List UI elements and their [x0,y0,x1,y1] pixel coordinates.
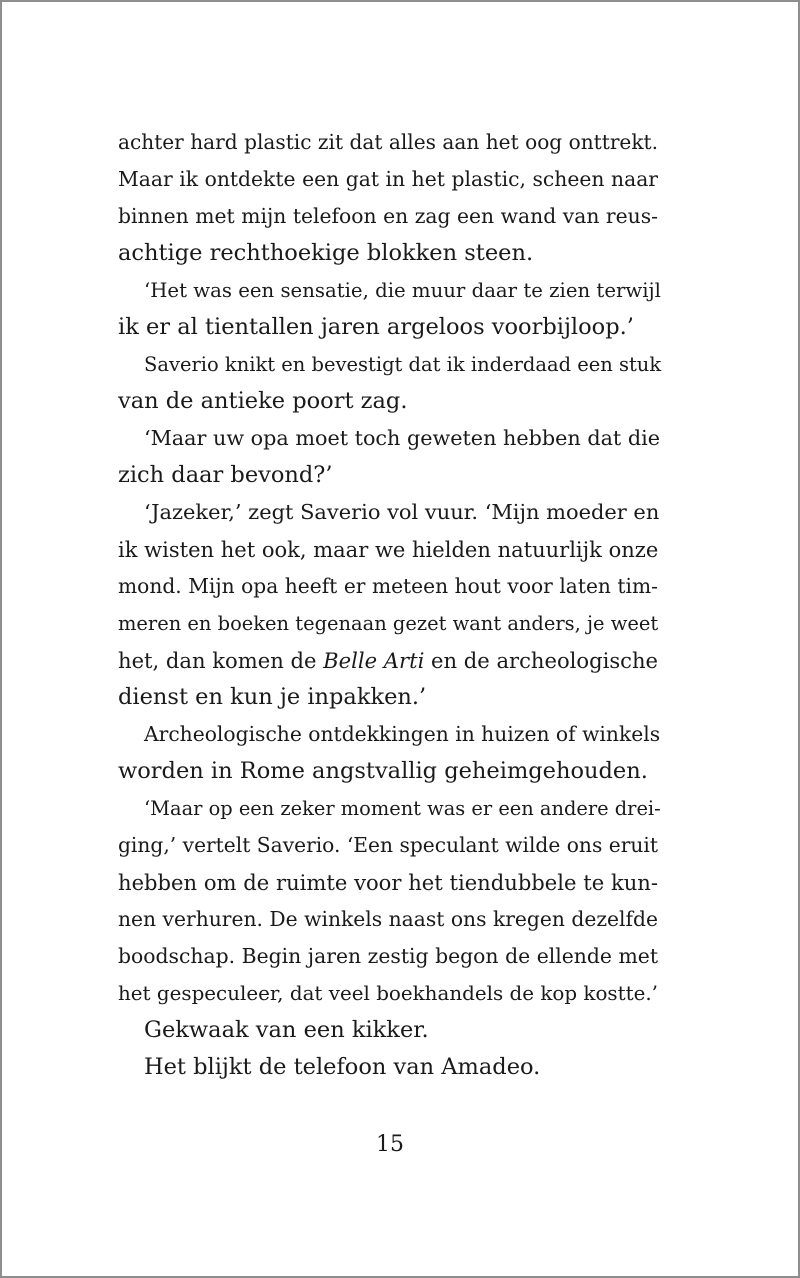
text-line: Archeologische ontdekkingen in huizen of winkels [144,722,661,746]
text-line: van de antieke poort zag. [118,388,408,414]
text-line: meren en boeken tegenaan gezet want anders, je weet [118,612,659,635]
text-line: achtige rechthoekige blokken steen. [118,240,534,266]
text-line: Het blijkt de telefoon van Amadeo. [144,1054,541,1080]
italic-term: Belle Arti [323,648,425,673]
text-line: het gespeculeer, dat veel boekhandels de kop kostte.’ [118,982,658,1005]
text-line: hebben om de ruimte voor het tiendubbele te kun- [118,870,658,895]
text-line: Saverio knikt en bevestigt dat ik inderdaad een stuk [144,353,662,376]
text-segment: het, dan komen de [118,648,317,673]
text-line: Maar ik ontdekte een gat in het plastic, scheen naar [118,167,658,191]
text-line: ‘Maar op een zeker moment was er een andere drei- [144,797,661,820]
text-line: ik wisten het ook, maar we hielden natuurlijk onze [118,537,659,562]
text-line: ‘Maar uw opa moet toch geweten hebben dat die [144,426,660,450]
text-line: binnen met mijn telefoon en zag een wand van reus- [118,204,658,228]
text-line: nen verhuren. De winkels naast ons kregen dezelfde [118,907,658,931]
text-line: dienst en kun je inpakken.’ [118,684,427,710]
text-line: worden in Rome angstvallig geheimgehouden. [118,758,648,784]
page-number: 15 [376,1132,404,1157]
text-line: ging,’ vertelt Saverio. ‘Een speculant wilde ons eruit [118,833,658,857]
body-text [118,124,662,1086]
text-line-with-italic [118,642,658,679]
text-line: boodschap. Begin jaren zestig begon de ellende met [118,944,658,968]
text-line: mond. Mijn opa heeft er meteen hout voor laten tim- [118,574,658,598]
text-line: ik er al tientallen jaren argeloos voorbijloop.’ [118,314,634,340]
text-line: zich daar bevond?’ [118,462,333,488]
text-segment: en de archeologische [431,648,658,673]
text-line: ‘Jazeker,’ zegt Saverio vol vuur. ‘Mijn moeder en [144,500,660,524]
text-line: ‘Het was een sensatie, die muur daar te zien terwijl [144,279,661,302]
text-line: achter hard plastic zit dat alles aan het oog onttrekt. [118,130,658,154]
text-line: Gekwaak van een kikker. [144,1017,429,1043]
